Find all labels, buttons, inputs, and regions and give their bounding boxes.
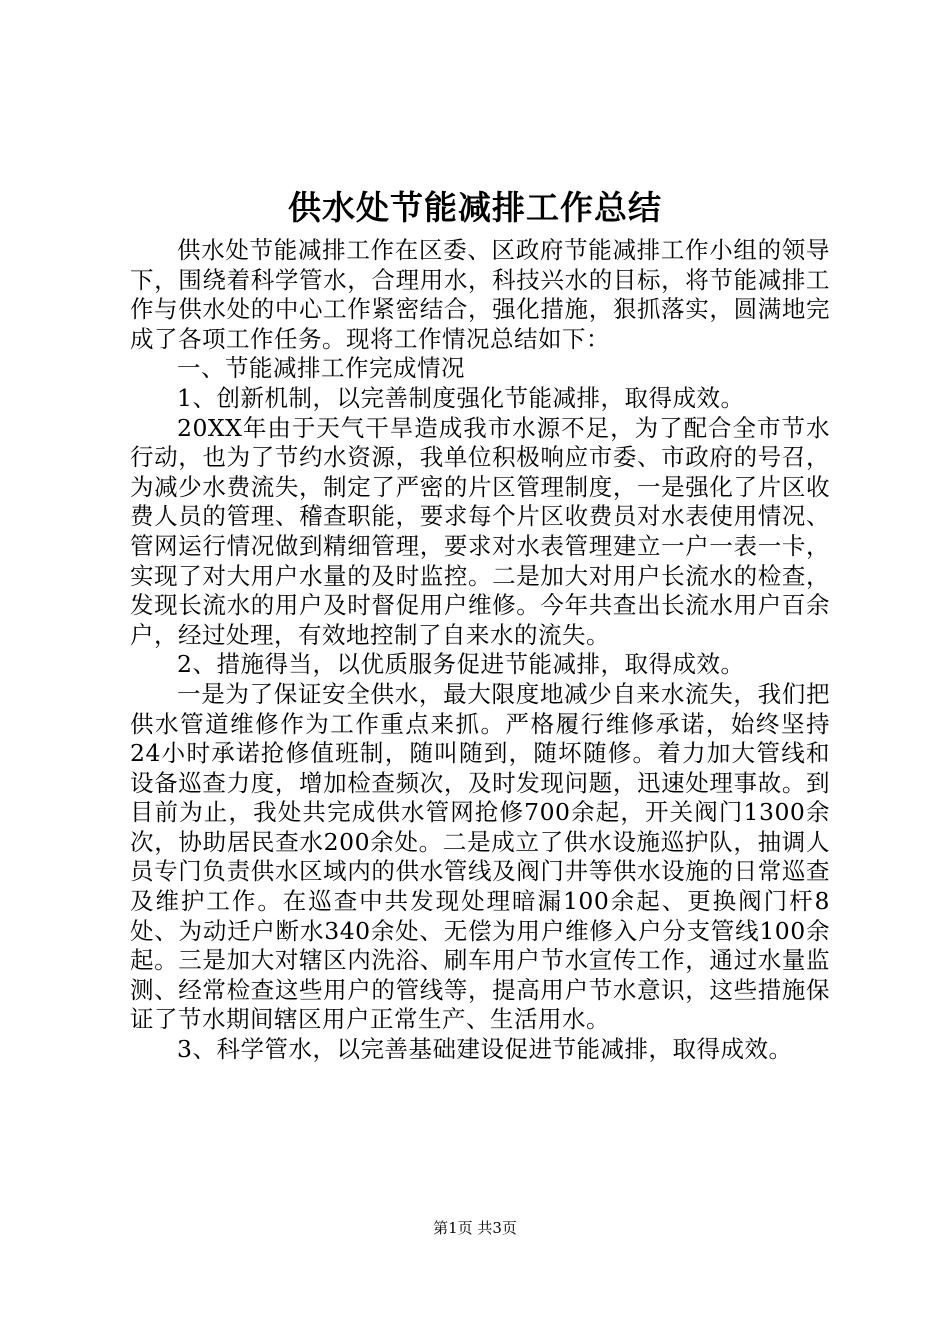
paragraph-measures: 一是为了保证安全供水，最大限度地减少自来水流失，我们把供水管道维修作为工作重点来抓。严格履行维修承诺，始终坚持24小时承诺抢修值班制，随叫随到，随坏随修。着力加大管线和设备巡查力度，增加检查频次，及时发现问题，迅速处理事故。到目前为止，我处共完成供水管网抢修700余起，开关阀门1300余次，协助居民查水200余处。二是成立了供水设施巡护队，抽调人员专门负责供水区域内的供水管线及阀门井等供水设施的日常巡查及维护工作。在巡查中共发现处理暗漏100余起、更换阀门杆8处、为动迁户断水340余处、无偿为用户维修入户分支管线100余起。三是加大对辖区内洗浴、刷车用户节水宣传工作，通过水量监测、经常检查这些用户的管线等，提高用户节水意识，这些措施保证了节水期间辖区用户正常生产、生活用水。 (130, 679, 830, 1034)
paragraph-mechanism: 20XX年由于天气干旱造成我市水源不足，为了配合全市节水行动，也为了节约水资源，我单位积极响应市委、市政府的号召，为减少水费流失，制定了严密的片区管理制度，一是强化了片区收费人员的管理、稽查职能，要求每个片区收费员对水表使用情况、管网运行情况做到精细管理，要求对水表管理建立一户一表一卡，实现了对大用户水量的及时监控。二是加大对用户长流水的检查，发现长流水的用户及时督促用户维修。今年共查出长流水用户百余户，经过处理，有效地控制了自来水的流失。 (130, 413, 830, 649)
paragraph-intro: 供水处节能减排工作在区委、区政府节能减排工作小组的领导下，围绕着科学管水，合理用水，科技兴水的目标，将节能减排工作与供水处的中心工作紧密结合，强化措施，狠抓落实，圆满地完成了各项工作任务。现将工作情况总结如下： (130, 236, 830, 353)
subsection-heading-3: 3、科学管水，以完善基础建设促进节能减排，取得成效。 (177, 1035, 793, 1064)
page-footer: 第1页 共3页 (433, 1219, 517, 1237)
section-heading-1: 一、节能减排工作完成情况 (177, 354, 465, 383)
subsection-heading-2: 2、措施得当，以优质服务促进节能减排，取得成效。 (177, 650, 745, 679)
subsection-heading-1: 1、创新机制，以完善制度强化节能减排，取得成效。 (177, 383, 745, 412)
document-title: 供水处节能减排工作总结 (288, 188, 662, 227)
document-body (130, 236, 830, 1065)
